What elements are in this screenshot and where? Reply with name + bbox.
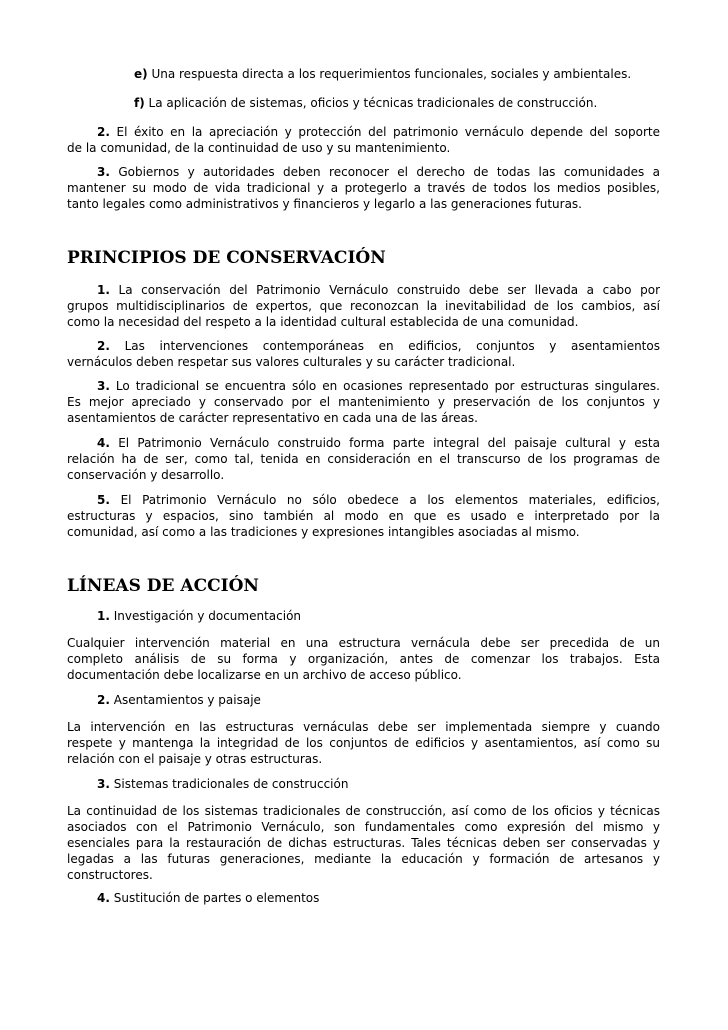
paragraph-line: como la necesidad del respeto a la identidad cultural establecida de una comunidad. (67, 315, 579, 329)
accion-3-body (67, 803, 660, 883)
paragraph-line: Cualquier intervención material en una estructura vernácula debe ser precedida de un (67, 636, 660, 650)
paragraph-line: completo análisis de su forma y organización, antes de comenzar los trabajos. Esta (67, 652, 660, 666)
accion-3-title (67, 776, 690, 792)
paragraph-number: 1. (97, 283, 110, 297)
paragraph-line: de la comunidad, de la continuidad de uso y su mantenimiento. (67, 141, 451, 155)
paragraph-number: 3. (97, 165, 110, 179)
paragraph-line: Gobiernos y autoridades deben reconocer el derecho de todas las comunidades a (118, 165, 660, 179)
section-title: Sistemas tradicionales de construcción (113, 777, 349, 791)
principio-4 (67, 435, 660, 483)
paragraph-line: tanto legales como administrativos y financieros y legarlo a las generaciones futuras. (67, 197, 582, 211)
paragraph-number: 3. (97, 379, 110, 393)
paragraph-line: legadas a las futuras generaciones, mediante la educación y formación de artesanos y (67, 852, 660, 866)
item-text: Una respuesta directa a los requerimientos funcionales, sociales y ambientales. (151, 67, 632, 81)
principio-1 (67, 282, 660, 330)
paragraph-line: documentación debe localizarse en un archivo de acceso público. (67, 668, 462, 682)
paragraph-line: La intervención en las estructuras vernáculas debe ser implementada siempre y cuando (67, 720, 660, 734)
paragraph-line: conservación y desarrollo. (67, 468, 225, 482)
paragraph-line: El éxito en la apreciación y protección del patrimonio vernáculo depende del soporte (116, 125, 660, 139)
paragraph-line: constructores. (67, 868, 153, 882)
item-marker: f) (134, 96, 145, 110)
accion-1-title (67, 608, 690, 624)
section-heading-lineas: LÍNEAS DE ACCIÓN (67, 576, 259, 596)
paragraph-line: esenciales para la restauración de dichas estructuras. Tales técnicas deben ser conservadas y (67, 836, 660, 850)
section-title: Sustitución de partes o elementos (113, 891, 320, 905)
paragraph-line: mantener su modo de vida tradicional y a protegerlo a través de todos los medios posibles, (67, 181, 660, 195)
paragraph-line: Lo tradicional se encuentra sólo en ocasiones representado por estructuras singulares. (115, 379, 660, 393)
principio-2 (67, 338, 660, 370)
paragraph-line: asociados con el Patrimonio Vernáculo, son fundamentales como expresión del mismo y (67, 820, 660, 834)
paragraph-number: 4. (97, 436, 110, 450)
paragraph-number: 2. (97, 339, 110, 353)
item-marker: e) (134, 67, 148, 81)
section-title: Asentamientos y paisaje (113, 693, 261, 707)
intro-paragraph-2 (67, 124, 660, 156)
paragraph-line: asentamientos de carácter representativo en cada una de las áreas. (67, 411, 478, 425)
section-number: 3. (97, 777, 110, 791)
paragraph-number: 2. (97, 125, 110, 139)
accion-2-body (67, 719, 660, 767)
paragraph-number: 5. (97, 493, 110, 507)
paragraph-line: Las intervenciones contemporáneas en edificios, conjuntos y asentamientos (124, 339, 660, 353)
paragraph-line: vernáculos deben respetar sus valores culturales y su carácter tradicional. (67, 355, 516, 369)
intro-item-f (67, 95, 727, 111)
paragraph-line: relación ha de ser, como tal, tenida en consideración en el transcurso de los programas de (67, 452, 660, 466)
paragraph-line: estructuras y espacios, sino también al modo en que es usado e interpretado por la (67, 509, 660, 523)
item-text: La aplicación de sistemas, oficios y técnicas tradicionales de construcción. (148, 96, 598, 110)
paragraph-line: relación con el paisaje y otras estructuras. (67, 752, 323, 766)
section-number: 1. (97, 609, 110, 623)
accion-1-body (67, 635, 660, 683)
paragraph-line: La conservación del Patrimonio Vernáculo construido debe ser llevada a cabo por (118, 283, 660, 297)
section-heading-principios: PRINCIPIOS DE CONSERVACIÓN (67, 248, 386, 268)
principio-5 (67, 492, 660, 540)
section-number: 2. (97, 693, 110, 707)
paragraph-line: La continuidad de los sistemas tradicionales de construcción, así como de los oficios y técnicas (67, 804, 660, 818)
paragraph-line: comunidad, así como a las tradiciones y expresiones intangibles asociadas al mismo. (67, 525, 580, 539)
principio-3 (67, 378, 660, 426)
accion-4-title (67, 890, 690, 906)
intro-paragraph-3 (67, 164, 660, 212)
intro-item-e (67, 66, 727, 82)
paragraph-line: grupos multidisciplinarios de expertos, que reconozcan la inevitabilidad de los cambios, así (67, 299, 660, 313)
accion-2-title (67, 692, 690, 708)
section-number: 4. (97, 891, 110, 905)
paragraph-line: Es mejor apreciado y conservado por el mantenimiento y preservación de los conjuntos y (67, 395, 660, 409)
section-title: Investigación y documentación (113, 609, 302, 623)
paragraph-line: El Patrimonio Vernáculo construido forma parte integral del paisaje cultural y esta (118, 436, 660, 450)
paragraph-line: respete y mantenga la integridad de los conjuntos de edificios y asentamientos, así como su (67, 736, 660, 750)
paragraph-line: El Patrimonio Vernáculo no sólo obedece a los elementos materiales, edificios, (120, 493, 660, 507)
